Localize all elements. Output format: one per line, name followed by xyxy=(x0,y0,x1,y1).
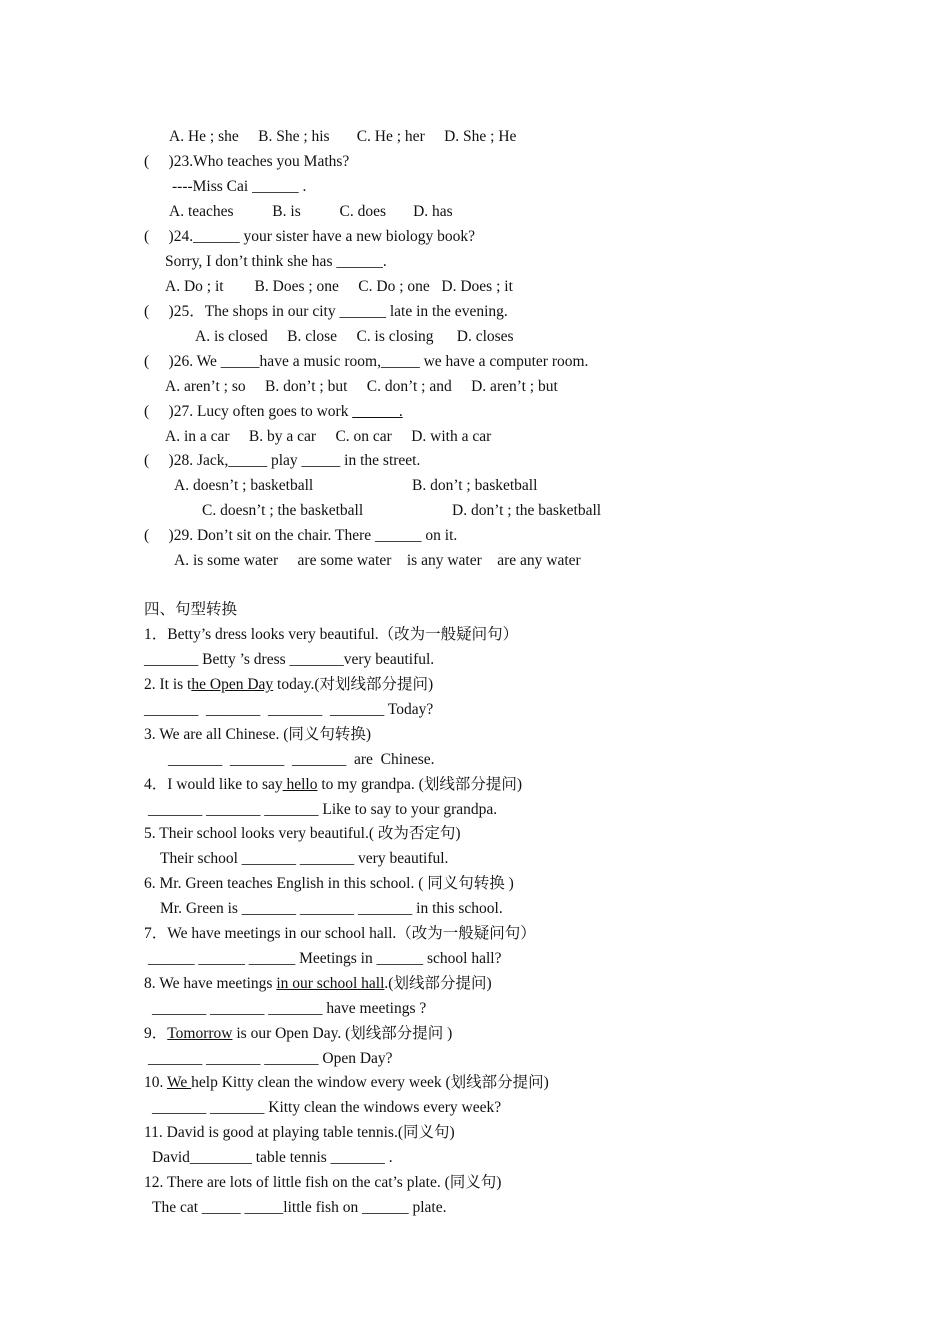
line-text: help Kitty clean the window every week (划线部分提问) xyxy=(191,1074,549,1091)
text-line xyxy=(202,501,363,521)
underlined-text: Tomorrow xyxy=(167,1025,233,1042)
text-line xyxy=(144,625,518,645)
underlined-text: he Open Day xyxy=(191,676,274,693)
text-line xyxy=(144,526,457,546)
underlined-text: in our school hall xyxy=(276,975,385,992)
underlined-text: ______. xyxy=(352,403,403,420)
text-line xyxy=(144,974,492,994)
text-line xyxy=(165,252,387,272)
line-text: 6. Mr. Green teaches English in this school. ( 同义句转换 ) xyxy=(144,875,514,892)
line-text: A. Do ; it B. Does ; one C. Do ; one D. Does ; it xyxy=(165,278,513,295)
line-text: 2. It is t xyxy=(144,676,192,693)
line-text: 12. There are lots of little fish on the cat’s plate. (同义句) xyxy=(144,1174,502,1191)
line-text: ( )28. Jack,_____ play _____ in the street. xyxy=(144,452,421,469)
line-text: _______ _______ Kitty clean the windows every week? xyxy=(152,1099,502,1116)
line-text: Their school _______ _______ very beautiful. xyxy=(160,850,449,867)
line-text: ( )23.Who teaches you Maths? xyxy=(144,153,350,170)
text-line xyxy=(169,202,453,222)
line-text: 8. We have meetings xyxy=(144,975,277,992)
line-text: _______ _______ _______ have meetings ? xyxy=(152,1000,427,1017)
text-line xyxy=(165,427,491,447)
line-text: A. doesn’t ; basketball xyxy=(174,477,314,494)
text-line xyxy=(144,1024,452,1044)
line-text: ( )27. Lucy often goes to work xyxy=(144,403,353,420)
text-line xyxy=(165,377,558,397)
line-text: 9． xyxy=(144,1025,168,1042)
text-line xyxy=(144,600,237,620)
line-text: ( )26. We _____have a music room,_____ we have a computer room. xyxy=(144,353,589,370)
line-text: A. He ; she B. She ; his C. He ; her D. She ; He xyxy=(169,128,517,145)
line-text: A. aren’t ; so B. don’t ; but C. don’t ; and D. aren’t ; but xyxy=(165,378,558,395)
text-line xyxy=(144,824,461,844)
line-text: ----Miss Cai ______ . xyxy=(172,178,307,195)
text-line xyxy=(160,849,448,869)
line-text: A. teaches B. is C. does D. has xyxy=(169,203,453,220)
line-text: Mr. Green is _______ _______ _______ in this school. xyxy=(160,900,503,917)
line-text: ( )29. Don’t sit on the chair. There ______ on it. xyxy=(144,527,458,544)
line-text: _______ _______ _______ are Chinese. xyxy=(168,751,435,768)
line-text: _______ _______ _______ _______ Today? xyxy=(144,701,434,718)
text-line xyxy=(172,177,306,197)
line-text: 11. David is good at playing table tennis.(同义句) xyxy=(144,1124,455,1141)
line-text: is our Open Day. (划线部分提问 ) xyxy=(232,1025,453,1042)
line-text: 四、句型转换 xyxy=(144,601,238,618)
text-line xyxy=(144,650,434,670)
underlined-text: hello xyxy=(282,776,318,793)
text-line xyxy=(144,451,420,471)
text-line xyxy=(195,327,514,347)
text-line xyxy=(152,1098,501,1118)
text-line xyxy=(152,1148,393,1168)
text-line xyxy=(152,1198,446,1218)
text-line xyxy=(174,476,313,496)
line-text: David________ table tennis _______ . xyxy=(152,1149,393,1166)
text-line xyxy=(160,899,503,919)
line-text: _______ Betty ’s dress _______very beautiful. xyxy=(144,651,435,668)
text-line xyxy=(148,800,497,820)
line-text: The cat _____ _____little fish on ______ plate. xyxy=(152,1199,447,1216)
line-text: your sister have a new biology book? xyxy=(239,228,476,245)
line-text: _______ _______ _______ Open Day? xyxy=(148,1050,393,1067)
text-line xyxy=(144,725,371,745)
text-line xyxy=(144,1073,549,1093)
text-line xyxy=(144,402,403,422)
line-text: ______ ______ ______ Meetings in ______ school hall? xyxy=(148,950,502,967)
underlined-text: We xyxy=(166,1074,192,1091)
text-line xyxy=(144,1173,501,1193)
line-text: _______ _______ _______ Like to say to your grandpa. xyxy=(148,801,498,818)
text-line xyxy=(165,277,513,297)
line-text: to my grandpa. (划线部分提问) xyxy=(317,776,522,793)
line-text: 7．We have meetings in our school hall.（改为一般疑问句） xyxy=(144,925,536,942)
line-text: .(划线部分提问) xyxy=(384,975,492,992)
line-text: Sorry, I don’t think she has ______. xyxy=(165,253,387,270)
text-line xyxy=(169,127,516,147)
line-text: 1．Betty’s dress looks very beautiful.（改为一般疑问句） xyxy=(144,626,519,643)
line-text: 10. xyxy=(144,1074,167,1091)
text-line xyxy=(144,675,433,695)
text-line xyxy=(148,1049,393,1069)
text-line xyxy=(144,924,536,944)
line-text: A. is closed B. close C. is closing D. closes xyxy=(195,328,514,345)
text-line xyxy=(174,551,581,571)
line-text: 4．I would like to say xyxy=(144,776,283,793)
line-text: A. is some water are some water is any water are any water xyxy=(174,552,581,569)
line-text: A. in a car B. by a car C. on car D. with a car xyxy=(165,428,492,445)
q28-option-d: D. don’t ; the basketball xyxy=(452,502,602,519)
line-text: ( )24. xyxy=(144,228,194,245)
line-text: C. doesn’t ; the basketball xyxy=(202,502,364,519)
text-line xyxy=(144,874,514,894)
text-line xyxy=(144,1123,455,1143)
text-line xyxy=(168,750,434,770)
text-line xyxy=(148,949,501,969)
text-line xyxy=(144,152,349,172)
line-text: 3. We are all Chinese. (同义句转换) xyxy=(144,726,372,743)
text-line xyxy=(144,700,433,720)
text-line xyxy=(144,352,588,372)
line-text: ______ xyxy=(193,228,240,245)
line-text: today.(对划线部分提问) xyxy=(273,676,434,693)
q28-option-b: B. don’t ; basketball xyxy=(412,477,538,494)
text-line xyxy=(152,999,426,1019)
text-line xyxy=(144,775,522,795)
line-text: ( )25．The shops in our city ______ late in the evening. xyxy=(144,303,508,320)
text-line xyxy=(144,302,508,322)
line-text: 5. Their school looks very beautiful.( 改为否定句) xyxy=(144,825,461,842)
text-line xyxy=(144,227,475,247)
